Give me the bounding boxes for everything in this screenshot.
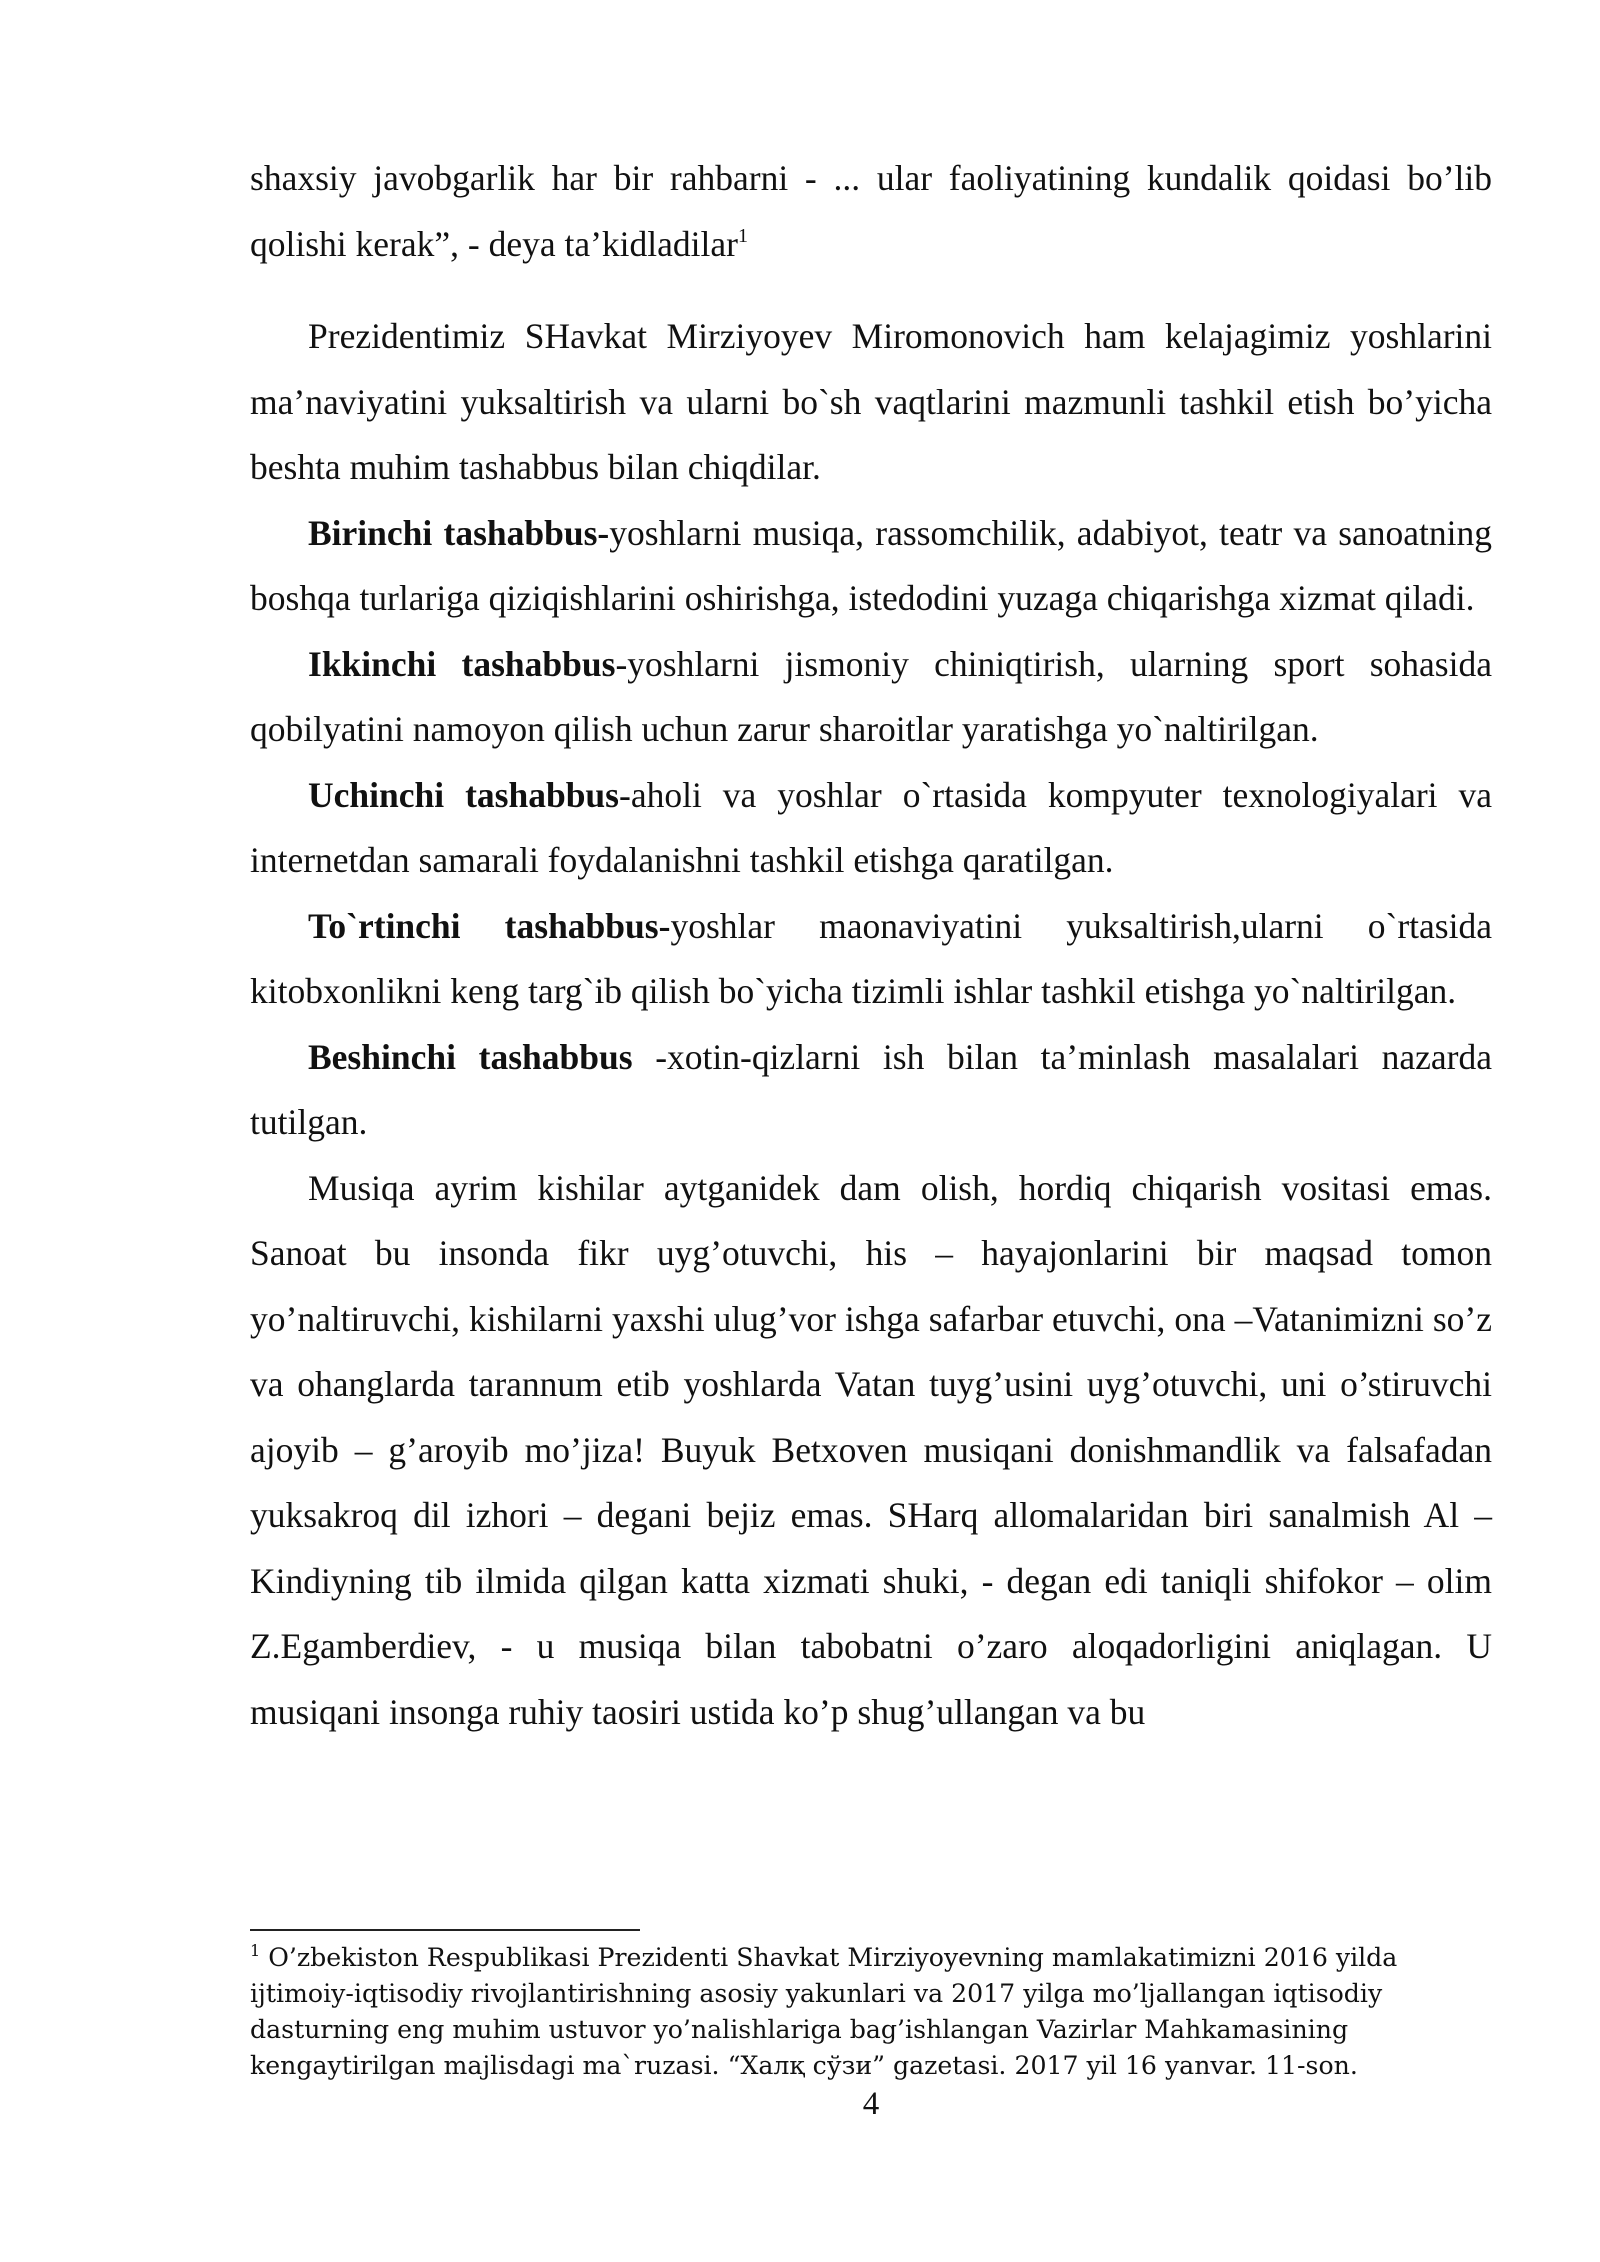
- initiative-text: yoshlarni musiqa, rassomchilik, adabiyot, teatr va sanoatning boshqa turlariga qiziqishlarini oshirishga, istedodini yuzaga chiqarishga xizmat qiladi.: [250, 512, 1493, 618]
- footnote-separator: [250, 1929, 640, 1931]
- initiative-paragraph: [250, 501, 1492, 632]
- paragraph-president-initiatives: Prezidentimiz SHavkat Mirziyoyev Miromonovich ham kelajagimiz yoshlarini ma’naviyatini yuksaltirish va ularni bo`sh vaqtlarini mazmunli tashkil etish bo’yicha beshta muhim tashabbus bilan chiqdilar.: [250, 316, 1492, 487]
- paragraph-quote-continuation: [250, 146, 1492, 277]
- initiative-title: Ikkinchi tashabbus: [308, 643, 616, 684]
- initiative-text: -yoshlarni jismoniy chiniqtirish, ularning sport sohasida qobilyatini namoyon qilish uchun zarur sharoitlar yaratishga yo`naltirilgan.: [250, 643, 1492, 749]
- initiative-text: -aholi va yoshlar o`rtasida kompyuter texnologiyalari va internetdan samarali foydalanishni tashkil etishga qaratilgan.: [250, 774, 1492, 880]
- footnote-text: O’zbekiston Respublikasi Prezidenti Shavkat Mirziyoyevning mamlakatimizni 2016 yilda ijtimoiy-iqtisodiy rivojlantirishning asosiy yakunlari va 2017 yilga mo’ljallangan iqtisodiy dasturning eng muhim ustuvor yo’nalishlariga bag’ishlangan Vazirlar Mahkamasining kengaytirilgan majlisdagi ma`ruzasi. “Халқ сўзи” gazetasi. 2017 yil 16 yanvar. 11-son.: [250, 1943, 1398, 2080]
- initiative-title: Beshinchi tashabbus: [308, 1036, 633, 1077]
- initiative-paragraph: [250, 763, 1492, 894]
- footnote-number: 1: [250, 1941, 261, 1960]
- initiative-text: -xotin-qizlarni ish bilan ta’minlash masalalari nazarda tutilgan.: [250, 1036, 1492, 1142]
- initiative-paragraph: [250, 1025, 1492, 1156]
- footnote: [250, 1940, 1492, 2084]
- initiative-title: Birinchi tashabbus-: [308, 512, 610, 553]
- footnote-reference[interactable]: 1: [737, 224, 748, 247]
- paragraph-music: Musiqa ayrim kishilar aytganidek dam olish, hordiq chiqarish vositasi emas. Sanoat bu insonda fikr uyg’otuvchi, his – hayajonlarini bir maqsad tomon yo’naltiruvchi, kishilarni yaxshi ulug’vor ishga safarbar etuvchi, ona –Vatanimizni so’z va ohanglarda tarannum etib yoshlarda Vatan tuyg’usini uyg’otuvchi, uni o’stiruvchi ajoyib – g’aroyib mo’jiza! Buyuk Betxoven musiqani donishmandlik va falsafadan yuksakroq dil izhori – degani bejiz emas. SHarq allomalaridan biri sanalmish Al – Kindiyning tib ilmida qilgan katta xizmati shuki, - degan edi taniqli shifokor – olim Z.Egamberdiev, - u musiqa bilan tabobatni o’zaro aloqadorligini aniqlagan. U musiqani insonga ruhiy taosiri ustida ko’p shug’ullangan va bu: [250, 1167, 1492, 1732]
- page-number: 4: [862, 2086, 880, 2122]
- initiative-text: yoshlar maonaviyatini yuksaltirish,ularni o`rtasida kitobxonlikni keng targ`ib qilish bo`yicha tizimli ishlar tashkil etishga yo`naltirilgan.: [250, 905, 1492, 1011]
- initiative-title: To`rtinchi tashabbus-: [308, 905, 671, 946]
- initiative-paragraph: [250, 894, 1492, 1025]
- body-text: [250, 146, 1492, 1745]
- initiative-title: Uchinchi tashabbus: [308, 774, 619, 815]
- paragraph-text: shaxsiy javobgarlik har bir rahbarni - ... ular faoliyatining kundalik qoidasi bo’lib qolishi kerak”, - deya ta’kidladilar: [250, 158, 1492, 264]
- initiative-paragraph: [250, 632, 1492, 763]
